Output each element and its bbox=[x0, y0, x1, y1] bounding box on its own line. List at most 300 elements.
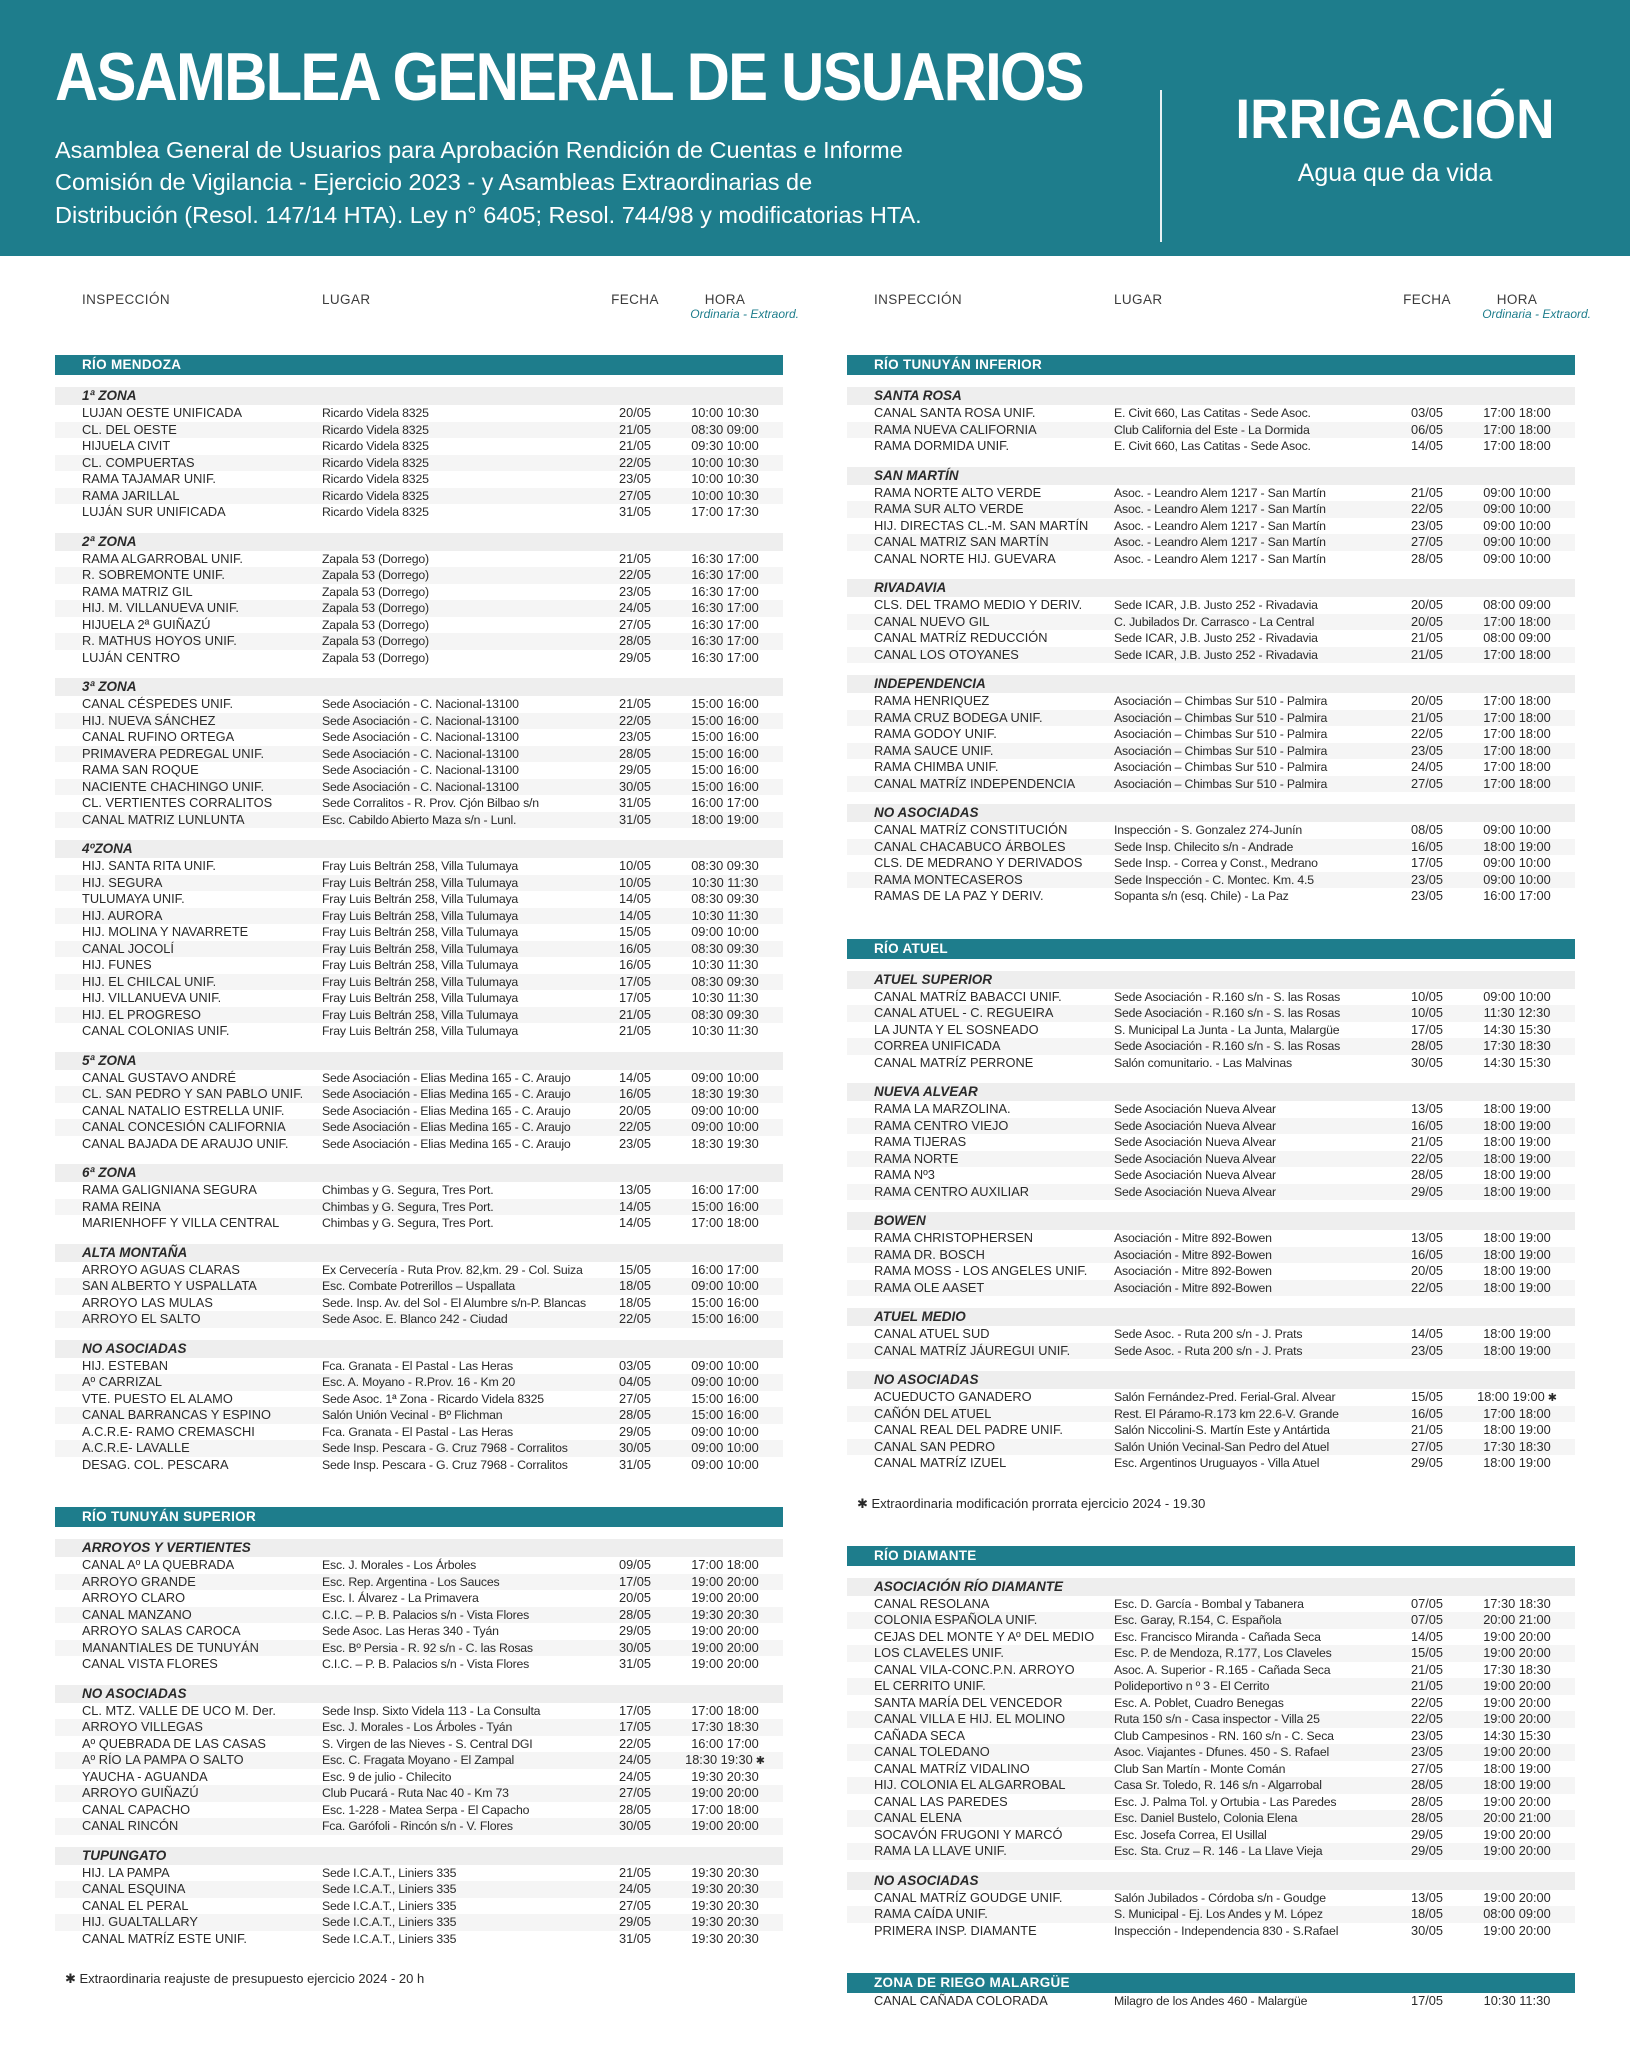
cell-hora: 16:00 17:00 bbox=[691, 1735, 759, 1751]
cell-hora: 19:00 20:00 bbox=[1483, 1678, 1551, 1693]
table-row bbox=[55, 1590, 783, 1607]
cell-fecha: 28/05 bbox=[618, 633, 652, 648]
table-row bbox=[847, 422, 1575, 439]
table-row bbox=[847, 710, 1575, 727]
table-row bbox=[847, 776, 1575, 793]
cell-inspeccion: RAMA NORTE ALTO VERDE bbox=[874, 484, 1042, 500]
cell-inspeccion: HIJ. GUALTALLARY bbox=[82, 1914, 198, 1929]
cell-hora: 08:30 09:30 bbox=[691, 973, 759, 989]
cell-hora: 15:00 16:00 bbox=[691, 1294, 759, 1310]
table-row bbox=[55, 1752, 783, 1769]
cell-lugar: Sede Asociación - Elias Medina 165 - C. Araujo bbox=[322, 1087, 571, 1101]
table-row bbox=[55, 488, 783, 505]
cell-fecha: 16/05 bbox=[1410, 1246, 1444, 1262]
cell-inspeccion: ACUEDUCTO GANADERO bbox=[874, 1389, 1032, 1404]
cell-inspeccion: CANAL MATRÍZ REDUCCIÓN bbox=[874, 630, 1048, 645]
cell-fecha: 30/05 bbox=[1410, 1054, 1444, 1070]
cell-fecha: 29/05 bbox=[1410, 1455, 1444, 1470]
cell-inspeccion: CL. COMPUERTAS bbox=[82, 454, 195, 470]
table-header bbox=[847, 292, 1591, 321]
cell-inspeccion: CANAL MATRÍZ GOUDGE UNIF. bbox=[874, 1889, 1063, 1905]
table-row bbox=[847, 1406, 1575, 1423]
cell-fecha: 30/05 bbox=[618, 1639, 652, 1655]
cell-fecha: 18/05 bbox=[618, 1278, 652, 1293]
cell-hora: 08:30 09:30 bbox=[691, 940, 759, 956]
cell-lugar: Salón Niccolini-S. Martín Este y Antártida bbox=[1114, 1423, 1330, 1437]
cell-inspeccion: CANAL MATRÍZ BABACCI UNIF. bbox=[874, 988, 1062, 1004]
section-header: 3ª ZONA bbox=[55, 678, 783, 696]
table-blocks bbox=[847, 355, 1575, 2010]
cell-lugar: Sede Asociación Nueva Alvear bbox=[1114, 1184, 1276, 1199]
cell-inspeccion: ARROYO AGUAS CLARAS bbox=[82, 1261, 240, 1277]
cell-inspeccion: CANAL EL PERAL bbox=[82, 1897, 189, 1913]
table-row bbox=[55, 957, 783, 974]
table-row bbox=[847, 1794, 1575, 1811]
cell-lugar: Asoc. - Leandro Alem 1217 - San Martín bbox=[1114, 535, 1326, 549]
cell-fecha: 30/05 bbox=[1410, 1922, 1444, 1938]
col-header-lugar: LUGAR bbox=[322, 292, 371, 307]
cell-hora: 17:00 18:00 bbox=[1483, 1405, 1551, 1421]
cell-hora: 18:00 19:00 bbox=[1483, 1777, 1551, 1792]
cell-hora: 19:00 20:00 bbox=[691, 1656, 759, 1671]
cell-fecha: 10/05 bbox=[618, 858, 652, 873]
cell-inspeccion: CANAL MANZANO bbox=[82, 1606, 192, 1622]
cell-inspeccion: RAMA HENRIQUEZ bbox=[874, 693, 990, 708]
cell-hora: 15:00 16:00 bbox=[691, 1407, 759, 1422]
cell-hora: 19:30 20:30 bbox=[691, 1606, 759, 1622]
cell-lugar: C.I.C. – P. B. Palacios s/n - Vista Flores bbox=[322, 1607, 530, 1622]
cell-inspeccion: CORREA UNIFICADA bbox=[874, 1038, 1001, 1053]
table-row bbox=[55, 1295, 783, 1312]
cell-hora: 16:30 17:00 bbox=[691, 567, 759, 582]
section-header: NO ASOCIADAS bbox=[55, 1685, 783, 1703]
cell-inspeccion: HIJ. FUNES bbox=[82, 957, 152, 972]
col-header-inspeccion: INSPECCIÓN bbox=[82, 292, 171, 307]
cell-fecha: 24/05 bbox=[618, 600, 652, 615]
table-row bbox=[847, 1167, 1575, 1184]
cell-hora: 18:00 19:00 bbox=[1483, 1230, 1551, 1245]
table-row bbox=[55, 1262, 783, 1279]
table-row bbox=[55, 908, 783, 925]
cell-hora: 09:00 10:00 bbox=[691, 1119, 759, 1134]
table-row bbox=[847, 1906, 1575, 1923]
cell-inspeccion: HIJ. NUEVA SÁNCHEZ bbox=[82, 712, 216, 728]
cell-fecha: 21/05 bbox=[618, 696, 652, 711]
table-row bbox=[55, 633, 783, 650]
table-row bbox=[55, 729, 783, 746]
cell-hora: 15:00 16:00 bbox=[691, 696, 759, 711]
cell-lugar: Ricardo Videla 8325 bbox=[322, 505, 429, 519]
cell-hora: 17:30 18:30 bbox=[1483, 1038, 1551, 1053]
table-row bbox=[847, 614, 1575, 631]
cell-lugar: Salón Unión Vecinal - Bº Flichman bbox=[322, 1408, 503, 1422]
cell-inspeccion: CANAL ELENA bbox=[874, 1810, 962, 1825]
table-row bbox=[847, 989, 1575, 1006]
cell-hora: 15:00 16:00 bbox=[691, 762, 759, 777]
table-row bbox=[55, 990, 783, 1007]
table-row bbox=[847, 1455, 1575, 1472]
cell-inspeccion: CANAL LOS OTOYANES bbox=[874, 646, 1019, 662]
cell-fecha: 21/05 bbox=[1410, 1134, 1444, 1149]
cell-inspeccion: CAÑÓN DEL ATUEL bbox=[874, 1405, 992, 1421]
cell-hora: 19:30 20:30 bbox=[691, 1881, 759, 1896]
cell-lugar: Fca. Granata - El Pastal - Las Heras bbox=[322, 1424, 513, 1439]
cell-hora: 16:30 17:00 bbox=[691, 633, 759, 648]
cell-inspeccion: RAMA OLE AASET bbox=[874, 1279, 985, 1295]
table-row bbox=[55, 1391, 783, 1408]
cell-lugar: Sede Asociación - C. Nacional-13100 bbox=[322, 746, 519, 761]
cell-lugar: Sede I.C.A.T., Liniers 335 bbox=[322, 1882, 457, 1896]
cell-fecha: 21/05 bbox=[618, 1006, 652, 1022]
table-row bbox=[55, 941, 783, 958]
cell-inspeccion: RAMA CRUZ BODEGA UNIF. bbox=[874, 709, 1043, 725]
cell-hora: 18:00 19:00 bbox=[1483, 1342, 1551, 1358]
table-row bbox=[847, 1744, 1575, 1761]
section-header: NUEVA ALVEAR bbox=[847, 1083, 1575, 1101]
cell-hora: 09:00 10:00 bbox=[1483, 501, 1551, 516]
cell-lugar: E. Civit 660, Las Catitas - Sede Asoc. bbox=[1114, 439, 1311, 453]
cell-lugar: Chimbas y G. Segura, Tres Port. bbox=[322, 1183, 494, 1197]
cell-inspeccion: CANAL COLONIAS UNIF. bbox=[82, 1023, 230, 1038]
table-row bbox=[847, 1695, 1575, 1712]
col-header-inspeccion: INSPECCIÓN bbox=[874, 292, 963, 307]
cell-inspeccion: RAMA NUEVA CALIFORNIA bbox=[874, 421, 1037, 437]
section-header: INDEPENDENCIA bbox=[847, 675, 1575, 693]
cell-fecha: 21/05 bbox=[1410, 630, 1444, 645]
cell-hora: 17:00 18:00 bbox=[1483, 709, 1551, 725]
cell-hora: 17:30 18:30 bbox=[1483, 1438, 1551, 1454]
cell-hora: 19:00 20:00 bbox=[691, 1639, 759, 1655]
cell-hora: 15:00 16:00 bbox=[691, 1390, 759, 1406]
cell-lugar: Asociación – Chimbas Sur 510 - Palmira bbox=[1114, 694, 1328, 708]
section-header: ASOCIACIÓN RÍO DIAMANTE bbox=[847, 1578, 1575, 1596]
cell-lugar: Asoc. A. Superior - R.165 - Cañada Seca bbox=[1114, 1662, 1331, 1677]
cell-lugar: Sede ICAR, J.B. Justo 252 - Rivadavia bbox=[1114, 631, 1318, 645]
table-row bbox=[55, 1278, 783, 1295]
cell-lugar: Fray Luis Beltrán 258, Villa Tulumaya bbox=[322, 892, 519, 906]
table-row bbox=[847, 1389, 1575, 1406]
cell-hora: 09:00 10:00 bbox=[691, 1102, 759, 1118]
cell-inspeccion: CANAL MATRÍZ INDEPENDENCIA bbox=[874, 775, 1076, 791]
cell-hora: 09:30 10:00 bbox=[691, 438, 759, 453]
cell-fecha: 16/05 bbox=[618, 1086, 652, 1101]
table-row bbox=[55, 405, 783, 422]
cell-lugar: Sede Asociación - R.160 s/n - S. las Rosas bbox=[1114, 1006, 1341, 1020]
cell-lugar: Sede Insp. Pescara - G. Cruz 7968 - Corralitos bbox=[322, 1457, 568, 1472]
cell-lugar: Sede Asociación Nueva Alvear bbox=[1114, 1118, 1276, 1133]
table-row bbox=[847, 1343, 1575, 1360]
table-row bbox=[55, 1023, 783, 1040]
table-row bbox=[847, 1422, 1575, 1439]
cell-inspeccion: R. MATHUS HOYOS UNIF. bbox=[82, 633, 237, 648]
cell-inspeccion: CANAL VISTA FLORES bbox=[82, 1656, 218, 1671]
cell-hora: 08:00 09:00 bbox=[1483, 597, 1551, 612]
cell-fecha: 17/05 bbox=[618, 1702, 652, 1718]
cell-inspeccion: ARROYO CLARO bbox=[82, 1590, 186, 1605]
table-row bbox=[847, 1890, 1575, 1907]
cell-inspeccion: HIJ. SANTA RITA UNIF. bbox=[82, 858, 216, 873]
cell-inspeccion: SOCAVÓN FRUGONI Y MARCÓ bbox=[874, 1826, 1063, 1842]
section-header: SAN MARTÍN bbox=[847, 467, 1575, 485]
cell-fecha: 23/05 bbox=[618, 1135, 652, 1151]
cell-lugar: Sede Insp. Sixto Videla 113 - La Consulta bbox=[322, 1703, 541, 1718]
cell-inspeccion: RAMA GODOY UNIF. bbox=[874, 726, 997, 741]
cell-inspeccion: CANAL MATRÍZ PERRONE bbox=[874, 1054, 1034, 1070]
cell-hora: 19:30 20:30 bbox=[691, 1768, 759, 1784]
cell-hora: 19:30 20:30 bbox=[691, 1914, 759, 1929]
cell-fecha: 23/05 bbox=[1410, 1744, 1444, 1759]
cell-fecha: 14/05 bbox=[1410, 1628, 1444, 1644]
cell-hora: 17:00 18:00 bbox=[1483, 726, 1551, 741]
cell-lugar: Esc. Argentinos Uruguayos - Villa Atuel bbox=[1114, 1456, 1320, 1470]
cell-inspeccion: CANAL BARRANCAS Y ESPINO bbox=[82, 1407, 271, 1422]
cell-lugar: Esc. Cabildo Abierto Maza s/n - Lunl. bbox=[322, 812, 517, 827]
section-header: 2ª ZONA bbox=[55, 533, 783, 551]
cell-inspeccion: CANAL VILA-CONC.P.N. ARROYO bbox=[874, 1661, 1075, 1677]
cell-inspeccion: CANAL GUSTAVO ANDRÉ bbox=[82, 1069, 237, 1085]
cell-fecha: 29/05 bbox=[618, 762, 652, 777]
table-row bbox=[55, 551, 783, 568]
col-header-fecha: FECHA bbox=[611, 292, 659, 307]
cell-hora: 08:00 09:00 bbox=[1483, 630, 1551, 645]
cell-hora: 17:00 17:30 bbox=[691, 504, 759, 519]
cell-fecha: 16/05 bbox=[1410, 1405, 1444, 1421]
table-row bbox=[55, 1557, 783, 1574]
cell-hora: 08:30 09:30 bbox=[691, 1006, 759, 1022]
cell-lugar: Fray Luis Beltrán 258, Villa Tulumaya bbox=[322, 925, 519, 939]
cell-lugar: Sede Asociación - C. Nacional-13100 bbox=[322, 730, 519, 744]
cell-inspeccion: CEJAS DEL MONTE Y Aº DEL MEDIO bbox=[874, 1628, 1095, 1644]
cell-lugar: Asociación - Mitre 892-Bowen bbox=[1114, 1231, 1272, 1245]
cell-inspeccion: DESAG. COL. PESCARA bbox=[82, 1456, 229, 1472]
table-row bbox=[55, 455, 783, 472]
cell-inspeccion: PRIMAVERA PEDREGAL UNIF. bbox=[82, 745, 265, 761]
cell-inspeccion: CL. DEL OESTE bbox=[82, 421, 177, 437]
cell-hora: 19:00 20:00 bbox=[1483, 1922, 1551, 1938]
cell-hora: 18:00 19:00 bbox=[1483, 1117, 1551, 1133]
table-row bbox=[55, 504, 783, 521]
cell-hora: 10:30 11:30 bbox=[691, 907, 759, 923]
cell-fecha: 16/05 bbox=[1410, 1117, 1444, 1133]
header-banner bbox=[0, 0, 1630, 256]
table-row bbox=[55, 1070, 783, 1087]
cell-hora: 17:30 18:30 bbox=[1483, 1661, 1551, 1677]
table-column-right bbox=[847, 292, 1591, 2010]
cell-inspeccion: CANAL TOLEDANO bbox=[874, 1744, 990, 1759]
cell-inspeccion: TULUMAYA UNIF. bbox=[82, 891, 185, 906]
cell-lugar: Asociación – Chimbas Sur 510 - Palmira bbox=[1114, 727, 1328, 741]
cell-hora: 09:00 10:00 bbox=[691, 1374, 759, 1389]
cell-inspeccion: CANAL CONCESIÓN CALIFORNIA bbox=[82, 1119, 286, 1134]
cell-hora: 10:00 10:30 bbox=[691, 454, 759, 470]
cell-fecha: 14/05 bbox=[618, 1215, 652, 1230]
cell-lugar: Asociación – Chimbas Sur 510 - Palmira bbox=[1114, 743, 1328, 758]
cell-inspeccion: RAMA LA MARZOLINA. bbox=[874, 1101, 1011, 1116]
cell-fecha: 29/05 bbox=[618, 649, 652, 665]
extraordinaria-star-icon: ✱ bbox=[1547, 1392, 1557, 1404]
cell-lugar: Fray Luis Beltrán 258, Villa Tulumaya bbox=[322, 941, 519, 956]
cell-inspeccion: CL. SAN PEDRO Y SAN PABLO UNIF. bbox=[82, 1086, 304, 1101]
table-row bbox=[55, 617, 783, 634]
cell-lugar: Ricardo Videla 8325 bbox=[322, 422, 429, 437]
table-row bbox=[55, 779, 783, 796]
table-row bbox=[55, 1374, 783, 1391]
cell-inspeccion: CL. MTZ. VALLE DE UCO M. Der. bbox=[82, 1702, 276, 1718]
cell-hora: 08:30 09:30 bbox=[691, 891, 759, 906]
cell-hora: 16:30 17:00 bbox=[691, 600, 759, 615]
cell-hora: 09:00 10:00 bbox=[1483, 484, 1551, 500]
col-header-lugar: LUGAR bbox=[1114, 292, 1163, 307]
cell-fecha: 28/05 bbox=[1410, 1038, 1444, 1053]
cell-hora: 16:30 17:00 bbox=[691, 616, 759, 632]
cell-lugar: Club San Martín - Monte Comán bbox=[1114, 1761, 1286, 1776]
table-row bbox=[847, 693, 1575, 710]
cell-inspeccion: SAN ALBERTO Y USPALLATA bbox=[82, 1278, 257, 1293]
cell-fecha: 20/05 bbox=[1410, 613, 1444, 629]
cell-inspeccion: RAMA CAÍDA UNIF. bbox=[874, 1906, 988, 1921]
table-row bbox=[55, 1785, 783, 1802]
cell-inspeccion: RAMA LA LLAVE UNIF. bbox=[874, 1843, 1007, 1858]
cell-fecha: 15/05 bbox=[1410, 1389, 1444, 1404]
cell-fecha: 15/05 bbox=[618, 1261, 652, 1277]
cell-lugar: Sede Asociación Nueva Alvear bbox=[1114, 1102, 1276, 1116]
cell-hora: 20:00 21:00 bbox=[1483, 1612, 1551, 1627]
brand-logo bbox=[1205, 86, 1585, 188]
cell-inspeccion: RAMA Nº3 bbox=[874, 1167, 935, 1182]
cell-fecha: 20/05 bbox=[618, 1102, 652, 1118]
col-header-hora-note: Ordinaria - Extraord. bbox=[1482, 307, 1591, 321]
cell-hora: 15:00 16:00 bbox=[691, 1198, 759, 1214]
section-header: 4ºZONA bbox=[55, 840, 783, 858]
cell-hora: 19:00 20:00 bbox=[691, 1818, 759, 1833]
cell-lugar: Sede Insp. - Correa y Const., Medrano bbox=[1114, 856, 1318, 870]
table-row bbox=[55, 924, 783, 941]
cell-inspeccion: CANAL Aº LA QUEBRADA bbox=[82, 1557, 235, 1572]
table-row bbox=[847, 485, 1575, 502]
cell-lugar: Sede Asociación - C. Nacional-13100 bbox=[322, 779, 519, 794]
cell-hora: 10:30 11:30 bbox=[691, 957, 759, 972]
cell-fecha: 29/05 bbox=[1410, 1183, 1444, 1199]
cell-lugar: Esc. Daniel Bustelo, Colonia Elena bbox=[1114, 1811, 1298, 1825]
cell-fecha: 14/05 bbox=[618, 1198, 652, 1214]
table-row bbox=[55, 1865, 783, 1882]
cell-hora: 19:30 20:30 bbox=[691, 1864, 759, 1880]
table-row bbox=[847, 597, 1575, 614]
cell-inspeccion: CANAL MATRIZ SAN MARTÍN bbox=[874, 534, 1049, 549]
cell-inspeccion: HIJ. DIRECTAS CL.-M. SAN MARTÍN bbox=[874, 517, 1089, 533]
cell-hora: 18:00 19:00 bbox=[1483, 1150, 1551, 1166]
cell-hora: 09:00 10:00 bbox=[691, 1456, 759, 1472]
table-row bbox=[55, 422, 783, 439]
cell-inspeccion: RAMA JARILLAL bbox=[82, 487, 180, 503]
table-row bbox=[847, 1280, 1575, 1297]
cell-hora: 19:00 20:00 bbox=[691, 1590, 759, 1605]
extraordinaria-star-icon: ✱ bbox=[755, 1755, 765, 1767]
cell-lugar: Ricardo Videla 8325 bbox=[322, 439, 429, 453]
cell-inspeccion: ARROYO LAS MULAS bbox=[82, 1294, 213, 1310]
cell-lugar: Sede Asoc. 1ª Zona - Ricardo Videla 8325 bbox=[322, 1391, 544, 1406]
cell-lugar: Sede I.C.A.T., Liniers 335 bbox=[322, 1931, 457, 1946]
cell-inspeccion: CANAL RESOLANA bbox=[874, 1595, 990, 1611]
cell-lugar: Esc. P. de Mendoza, R.177, Los Claveles bbox=[1114, 1646, 1332, 1660]
cell-fecha: 23/05 bbox=[1410, 888, 1444, 903]
cell-hora: 17:00 18:00 bbox=[691, 1801, 759, 1817]
cell-lugar: Fray Luis Beltrán 258, Villa Tulumaya bbox=[322, 991, 519, 1005]
cell-inspeccion: CANAL SAN PEDRO bbox=[874, 1438, 996, 1454]
cell-lugar: Asociación - Mitre 892-Bowen bbox=[1114, 1247, 1272, 1262]
cell-hora: 19:00 20:00 bbox=[1483, 1793, 1551, 1809]
cell-inspeccion: Aº QUEBRADA DE LAS CASAS bbox=[82, 1735, 266, 1751]
cell-lugar: Polideportivo n º 3 - El Cerrito bbox=[1114, 1679, 1270, 1693]
cell-inspeccion: CANAL MATRÍZ IZUEL bbox=[874, 1455, 1007, 1470]
cell-inspeccion: A.C.R.E- RAMO CREMASCHI bbox=[82, 1423, 255, 1439]
cell-inspeccion: RAMA SAN ROQUE bbox=[82, 762, 199, 777]
cell-lugar: Salón Unión Vecinal-San Pedro del Atuel bbox=[1114, 1439, 1330, 1454]
cell-inspeccion: HIJ. LA PAMPA bbox=[82, 1864, 170, 1880]
section-header: TUPUNGATO bbox=[55, 1847, 783, 1865]
cell-fecha: 22/05 bbox=[1410, 1279, 1444, 1295]
cell-lugar: Ricardo Videla 8325 bbox=[322, 455, 429, 470]
cell-fecha: 13/05 bbox=[618, 1182, 652, 1197]
cell-fecha: 03/05 bbox=[1410, 405, 1444, 420]
cell-hora: 19:00 20:00 bbox=[1483, 1744, 1551, 1759]
section-header: SANTA ROSA bbox=[847, 387, 1575, 405]
cell-hora: 17:30 18:30 bbox=[1483, 1595, 1551, 1611]
table-row bbox=[847, 1711, 1575, 1728]
cell-lugar: Esc. A. Moyano - R.Prov. 16 - Km 20 bbox=[322, 1375, 516, 1389]
cell-fecha: 28/05 bbox=[618, 745, 652, 761]
cell-inspeccion: CANAL NATALIO ESTRELLA UNIF. bbox=[82, 1102, 285, 1118]
table-row bbox=[55, 1607, 783, 1624]
cell-fecha: 18/05 bbox=[1410, 1906, 1444, 1921]
section-header: NO ASOCIADAS bbox=[847, 1371, 1575, 1389]
cell-lugar: Sopanta s/n (esq. Chile) - La Paz bbox=[1114, 889, 1289, 903]
cell-fecha: 10/05 bbox=[618, 874, 652, 890]
cell-hora: 10:30 11:30 bbox=[691, 990, 759, 1005]
cell-lugar: Milagro de los Andes 460 - Malargüe bbox=[1114, 1994, 1308, 2008]
cell-lugar: Salón comunitario. - Las Malvinas bbox=[1114, 1055, 1292, 1070]
table-row bbox=[55, 567, 783, 584]
cell-lugar: Asoc. Viajantes - Dfunes. 450 - S. Rafael bbox=[1114, 1745, 1330, 1759]
table-row bbox=[55, 696, 783, 713]
cell-inspeccion: RAMA CHIMBA UNIF. bbox=[874, 759, 999, 774]
table-row bbox=[55, 1802, 783, 1819]
table-row bbox=[55, 584, 783, 601]
table-header bbox=[55, 292, 799, 321]
table-row bbox=[847, 1810, 1575, 1827]
cell-hora: 08:30 09:00 bbox=[691, 421, 759, 437]
cell-lugar: Club California del Este - La Dormida bbox=[1114, 422, 1310, 437]
cell-inspeccion: A.C.R.E- LAVALLE bbox=[82, 1440, 190, 1455]
river-band: RÍO MENDOZA bbox=[55, 355, 783, 375]
cell-fecha: 22/05 bbox=[1410, 1711, 1444, 1726]
cell-fecha: 23/05 bbox=[618, 471, 652, 486]
table-row bbox=[847, 1263, 1575, 1280]
cell-lugar: Fca. Granata - El Pastal - Las Heras bbox=[322, 1358, 513, 1373]
cell-inspeccion: ARROYO SALAS CAROCA bbox=[82, 1623, 241, 1638]
table-row bbox=[55, 438, 783, 455]
table-row bbox=[55, 1769, 783, 1786]
cell-inspeccion: CANAL LAS PAREDES bbox=[874, 1793, 1008, 1809]
cell-hora: 18:00 19:00 bbox=[691, 811, 759, 827]
cell-fecha: 27/05 bbox=[618, 487, 652, 503]
cell-inspeccion: CLS. DE MEDRANO Y DERIVADOS bbox=[874, 855, 1083, 870]
cell-inspeccion: ARROYO GRANDE bbox=[82, 1573, 196, 1589]
table-row bbox=[55, 1703, 783, 1720]
cell-fecha: 30/05 bbox=[618, 778, 652, 794]
cell-inspeccion: HIJ. ESTEBAN bbox=[82, 1357, 169, 1373]
cell-lugar: Sede Inspección - C. Montec. Km. 4.5 bbox=[1114, 872, 1314, 887]
